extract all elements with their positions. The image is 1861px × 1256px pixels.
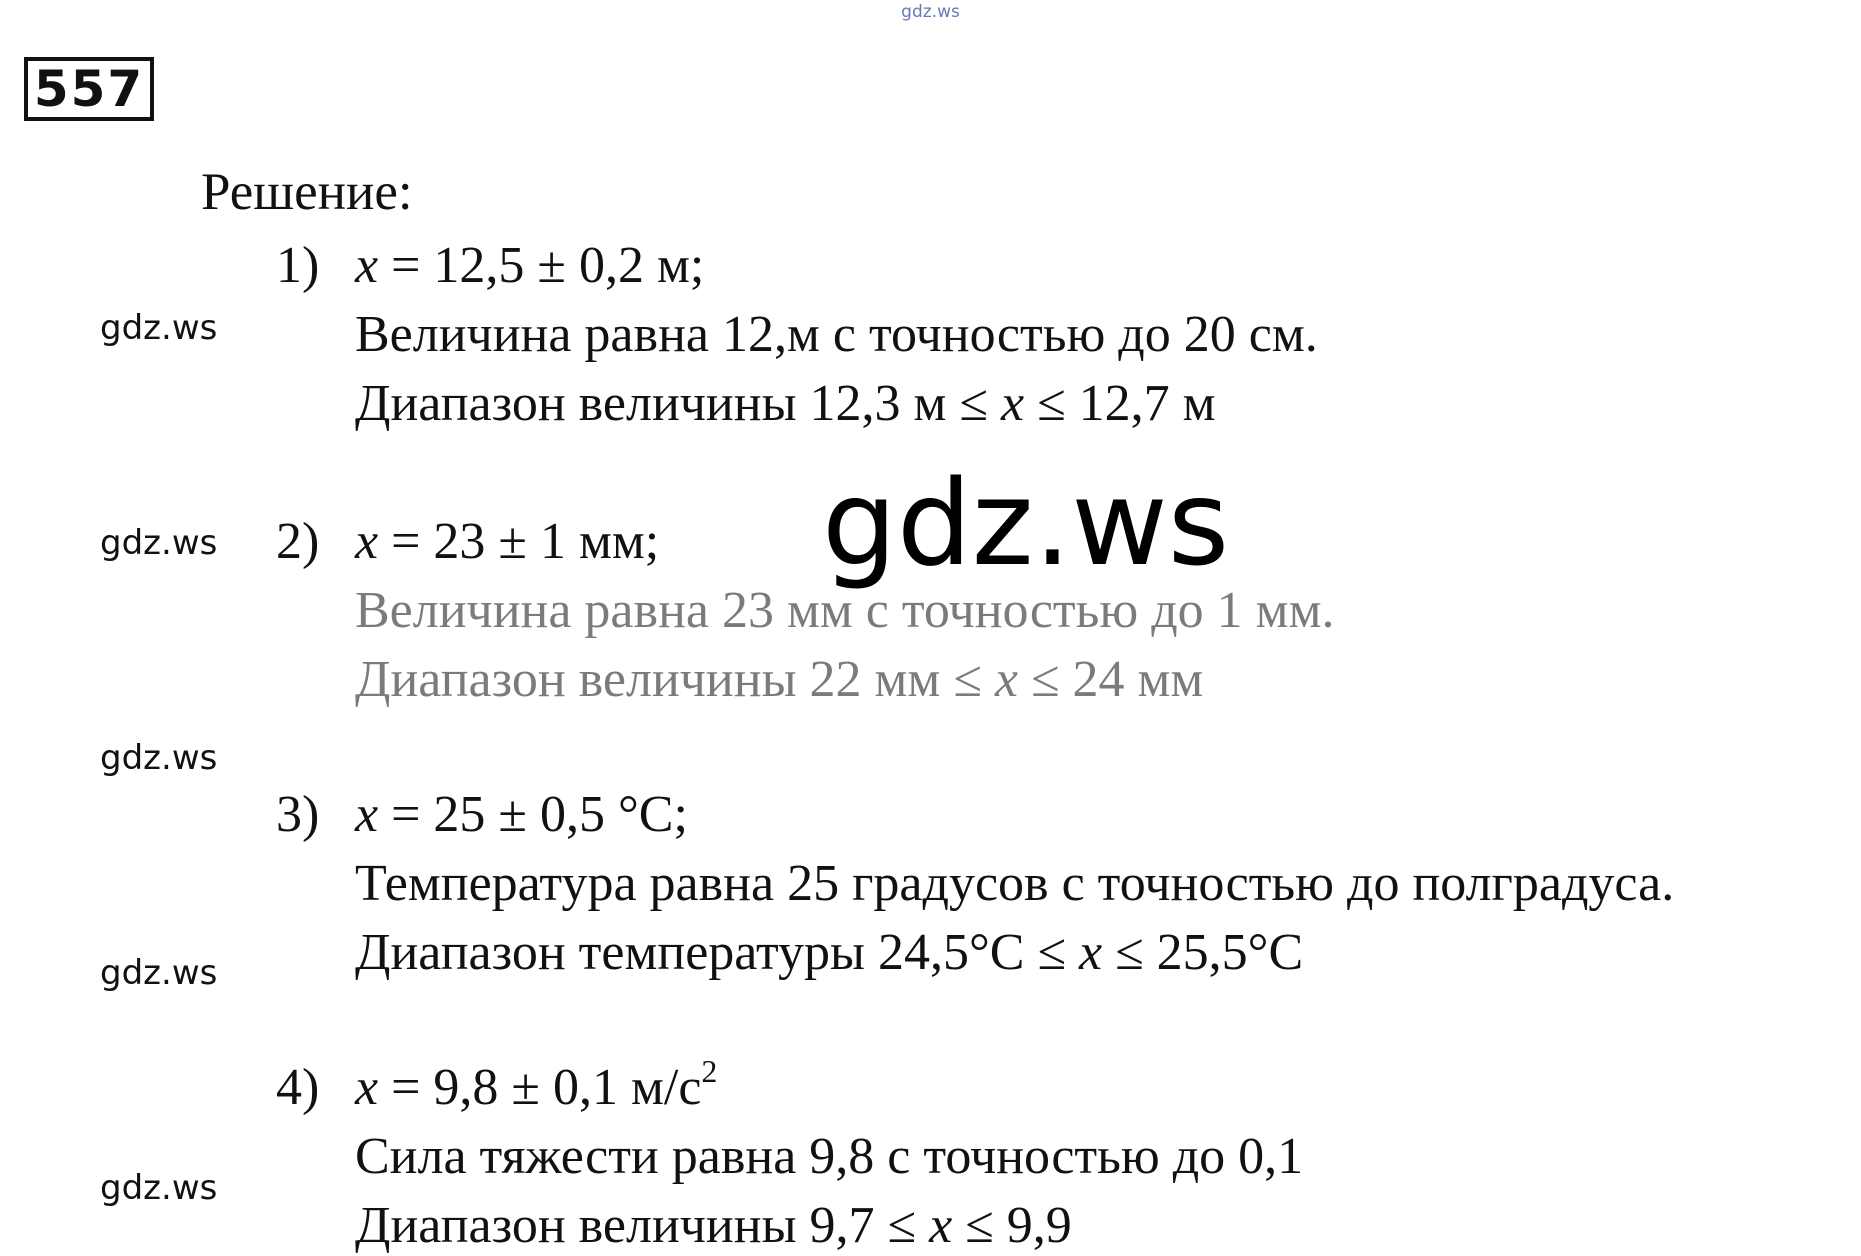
- item-formula: [355, 236, 704, 296]
- side-watermark: gdz.ws: [100, 1168, 218, 1208]
- formula-variable: x: [355, 1059, 379, 1116]
- range-suffix: ≤ 9,9: [952, 1197, 1072, 1254]
- solution-heading: Решение:: [201, 163, 413, 221]
- range-variable: x: [929, 1197, 953, 1254]
- range-suffix: ≤ 24 мм: [1017, 651, 1204, 708]
- formula-variable: x: [355, 237, 379, 294]
- range-suffix: ≤ 25,5°C: [1102, 924, 1304, 981]
- item-formula: [355, 512, 659, 572]
- formula-expression: = 23 ± 1 мм;: [391, 513, 660, 570]
- range-prefix: Диапазон температуры 24,5°C ≤: [355, 924, 1080, 981]
- formula-expression: = 12,5 ± 0,2 м;: [391, 237, 705, 294]
- range-variable: x: [994, 651, 1018, 708]
- range-prefix: Диапазон величины 9,7 ≤: [355, 1197, 930, 1254]
- item-range: [355, 374, 1216, 434]
- item-range: [355, 650, 1203, 710]
- item-description: Величина равна 12,м с точностью до 20 см.: [355, 306, 1318, 363]
- side-watermark: gdz.ws: [100, 523, 218, 563]
- top-watermark: gdz.ws: [901, 2, 960, 22]
- item-number: 1): [276, 237, 320, 294]
- formula-expression: = 25 ± 0,5 °C;: [391, 786, 688, 843]
- item-number: 4): [276, 1059, 320, 1116]
- task-number-box: 557: [24, 57, 154, 121]
- range-suffix: ≤ 12,7 м: [1024, 375, 1216, 432]
- side-watermark: gdz.ws: [100, 738, 218, 778]
- item-number: 2): [276, 513, 320, 570]
- formula-variable: x: [355, 786, 379, 843]
- formula-expression: = 9,8 ± 0,1 м/с: [391, 1059, 702, 1116]
- item-description: Температура равна 25 градусов с точностью до полградуса.: [355, 855, 1675, 912]
- item-number: 3): [276, 786, 320, 843]
- range-prefix: Диапазон величины 22 мм ≤: [355, 651, 995, 708]
- formula-variable: x: [355, 513, 379, 570]
- side-watermark: gdz.ws: [100, 953, 218, 993]
- formula-exponent: 2: [701, 1053, 718, 1089]
- item-description: Величина равна 23 мм с точностью до 1 мм.: [355, 582, 1335, 639]
- item-description: Сила тяжести равна 9,8 с точностью до 0,1: [355, 1128, 1304, 1185]
- range-prefix: Диапазон величины 12,3 м ≤: [355, 375, 1001, 432]
- item-range: [355, 1196, 1072, 1256]
- center-watermark: gdz.ws: [822, 454, 1230, 592]
- item-range: [355, 923, 1303, 983]
- item-formula: [355, 785, 688, 845]
- range-variable: x: [1079, 924, 1103, 981]
- range-variable: x: [1000, 375, 1025, 432]
- side-watermark: gdz.ws: [100, 308, 218, 348]
- item-formula: [355, 1053, 718, 1118]
